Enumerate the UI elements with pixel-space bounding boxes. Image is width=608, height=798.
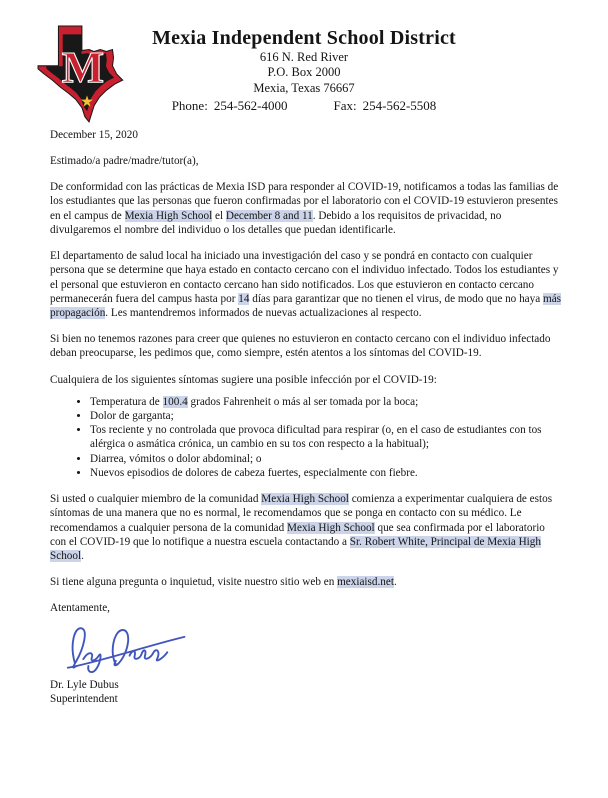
paragraph-website — [50, 575, 562, 589]
texas-logo-icon — [34, 24, 140, 126]
symptom1-text-a: Temperatura de — [90, 395, 163, 408]
p1-text-c: . Debido a los requisitos de privacidad, no divulgaremos el nombre del individuo o los detalles que puedan identificarle. — [50, 209, 502, 236]
p5-text-a: Si tiene alguna pregunta o inquietud, visite nuestro sitio web en — [50, 576, 338, 589]
p4-text-c: que sea confirmada por el laboratorio con el COVID-19 que lo notifique a nuestra escuela contactando a — [50, 521, 545, 548]
symptom-item-gi: • Diarrea, vómitos o dolor abdominal; o — [90, 452, 562, 466]
field-school-name-2: Mexia High School — [261, 493, 349, 506]
phone-number: 254-562-4000 — [213, 97, 288, 113]
signer-title: Superintendent — [50, 693, 118, 706]
p2-text-c: . Les mantendremos informados de nuevas actualizaciones al respecto. — [105, 306, 422, 319]
p2-text-a: El departamento de salud local ha iniciado una investigación del caso y se pondrá en contacto con cualquier persona que se determine que haya estado en contacto cercano con el individuo infectado. Todos los estudiantes y el personal que estuvieron en contacto cercano han sido notificados. Los que estuvieron en contacto cercano permanecerán fuera del campus hasta por — [50, 250, 559, 305]
symptom1-text-b: grados Fahrenheit o más al ser tomada por la boca; — [187, 395, 419, 408]
letter-date: December 15, 2020 — [50, 128, 138, 141]
symptom-item-temperature — [90, 395, 562, 409]
logo-letter-m: M — [61, 42, 105, 93]
field-contact-person: Sr. Robert White, Principal de Mexia High School — [50, 535, 541, 562]
p5-text-b: . — [393, 576, 397, 589]
closing-salutation: Atentamente, — [50, 602, 110, 615]
field-spread-text: más propagación — [50, 292, 562, 319]
paragraph-notification — [50, 180, 562, 237]
p4-text-b: comienza a experimentar cualquiera de estos síntomas de una manera que no es normal, le recomendamos que se ponga en contacto con su médico. Le recomendamos a cualquier persona de la comunidad — [50, 493, 553, 534]
letter-body — [0, 114, 608, 707]
address-line-1: 616 N. Red River — [259, 50, 349, 64]
fax-label: Fax: — [333, 97, 357, 113]
salutation: Estimado/a padre/madre/tutor(a), — [50, 154, 199, 167]
field-school-name-3: Mexia High School — [287, 521, 375, 534]
signer-name: Dr. Lyle Dubus — [50, 678, 119, 691]
signature-image — [52, 618, 202, 678]
address-line-2: P.O. Box 2000 — [267, 65, 341, 80]
p4-text-d: . — [81, 550, 84, 562]
phone-label: Phone: — [171, 97, 208, 113]
field-quarantine-days: 14 — [238, 292, 250, 305]
letterhead — [0, 0, 608, 114]
p1-text-b: el — [212, 209, 226, 222]
symptom-item-cough: • Tos reciente y no controlada que provoca dificultad para respirar (o, en el caso de estudiantes con tos alérgica o asmática crónica, un cambio en su tos con respecto a la habitual); — [90, 423, 562, 451]
signature-block — [52, 618, 562, 678]
fax-number: 254-562-5508 — [362, 97, 437, 113]
symptom-item-headache: • Nuevos episodios de dolores de cabeza fuertes, especialmente con fiebre. — [90, 466, 562, 480]
symptom-list — [90, 395, 562, 480]
field-temperature: 100.4 — [162, 395, 188, 408]
field-website: mexiaisd.net — [337, 576, 394, 589]
symptom-item-sore-throat: • Dolor de garganta; — [90, 409, 562, 423]
field-exposure-dates: December 8 and 11 — [225, 209, 313, 222]
field-school-name: Mexia High School — [124, 209, 213, 222]
paragraph-investigation — [50, 249, 562, 320]
district-name: Mexia Independent School District — [152, 27, 456, 49]
paragraph-no-concern: Si bien no tenemos razones para creer que quienes no estuvieron en contacto cercano con el individuo infectado deban preocuparse, les pedimos que, como siempre, estén atentos a los síntomas del COVID-19. — [50, 333, 551, 360]
p1-text-a: De conformidad con las prácticas de Mexia ISD para responder al COVID-19, notificamos a todas las familias de los estudiantes que las personas que fueron confirmadas por el laboratorio con el COVID-19 estuvieron presentes en el campus de — [50, 181, 559, 222]
symptoms-intro: Cualquiera de los siguientes síntomas sugiere una posible infección por el COVID-19: — [50, 373, 437, 386]
p4-text-a: Si usted o cualquier miembro de la comunidad — [50, 493, 262, 506]
p2-text-b: días para garantizar que no tienen el virus, de modo que no haya — [249, 292, 543, 305]
paragraph-recommendation — [50, 492, 562, 563]
address-line-3: Mexia, Texas 76667 — [253, 80, 355, 95]
